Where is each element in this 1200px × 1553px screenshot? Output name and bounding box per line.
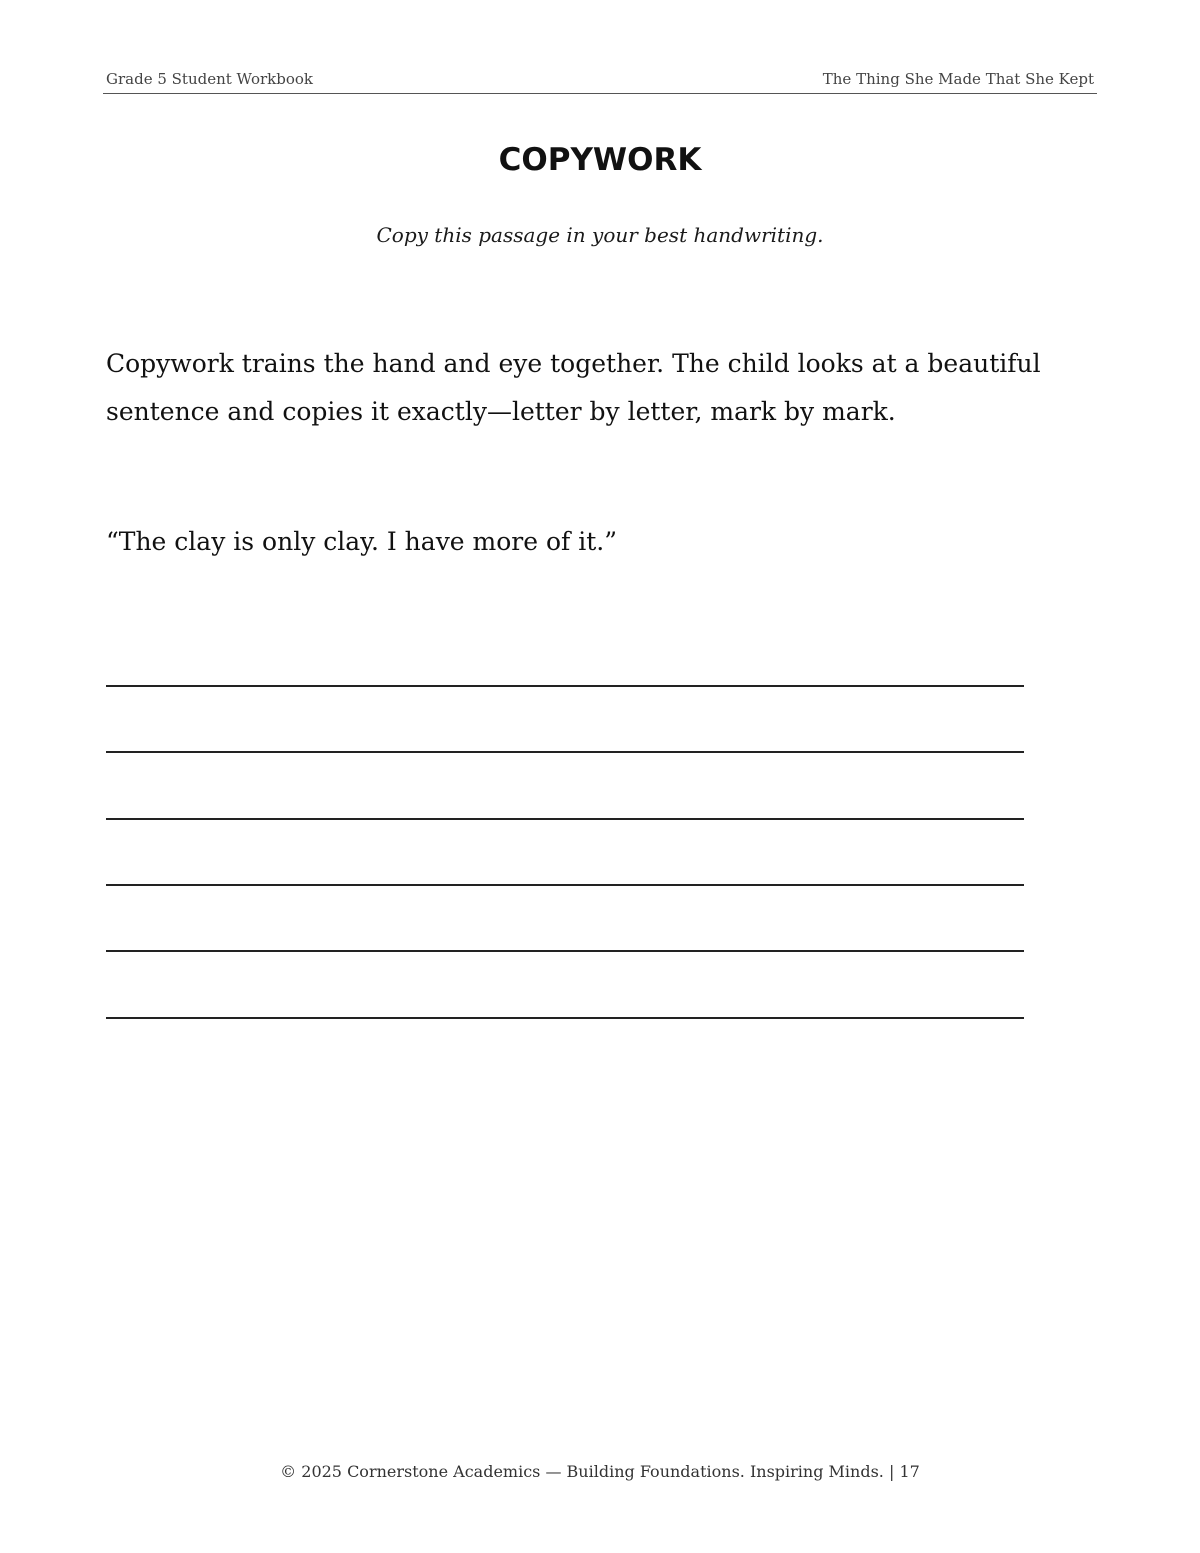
copywork-passage: “The clay is only clay. I have more of it.” bbox=[106, 527, 618, 556]
header-story-title: The Thing She Made That She Kept bbox=[822, 70, 1094, 88]
instruction-text: Copy this passage in your best handwriting. bbox=[376, 223, 824, 247]
writing-line[interactable] bbox=[106, 1017, 1024, 1019]
intro-paragraph: Copywork trains the hand and eye together. The child looks at a beautiful sentence and copies it exactly—letter by letter, mark by mark. bbox=[106, 349, 1041, 426]
writing-line[interactable] bbox=[106, 751, 1024, 753]
page-footer: © 2025 Cornerstone Academics — Building Foundations. Inspiring Minds. | 17 bbox=[280, 1462, 920, 1481]
page-title: COPYWORK bbox=[498, 142, 702, 178]
writing-line[interactable] bbox=[106, 884, 1024, 886]
writing-line[interactable] bbox=[106, 950, 1024, 952]
writing-line[interactable] bbox=[106, 818, 1024, 820]
header-workbook-label: Grade 5 Student Workbook bbox=[106, 70, 313, 88]
page-header bbox=[103, 68, 1097, 94]
writing-line[interactable] bbox=[106, 685, 1024, 687]
